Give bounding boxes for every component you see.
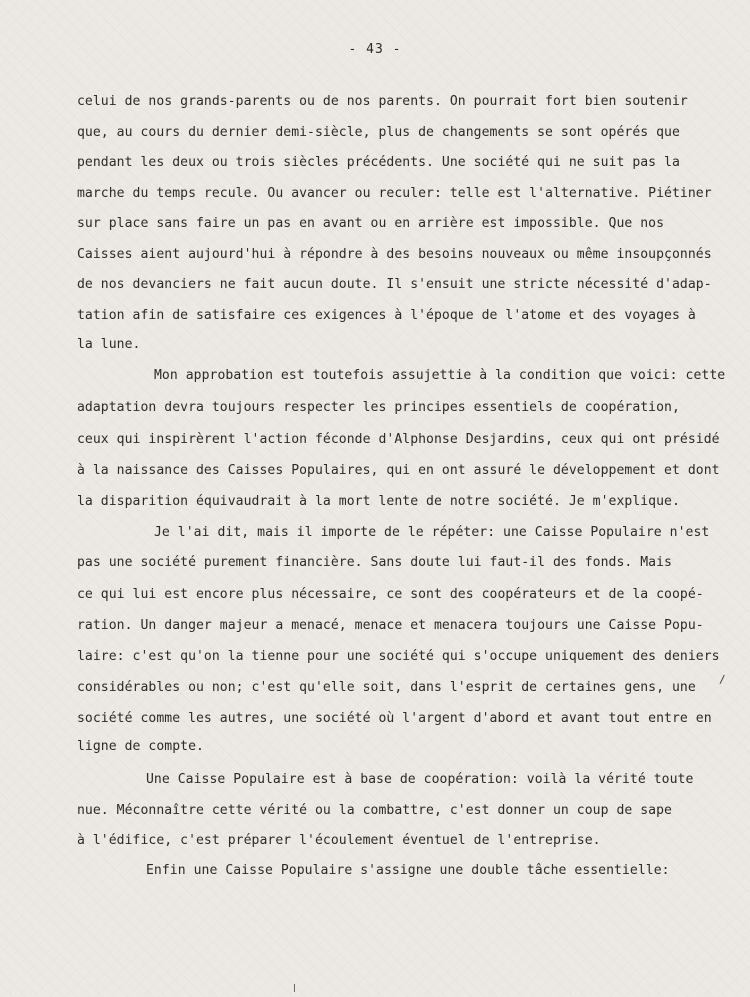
text-line: tation afin de satisfaire ces exigences à l'époque de l'atome et des voyages à [77, 308, 696, 323]
text-line: ration. Un danger majeur a menacé, menace et menacera toujours une Caisse Popu- [77, 618, 704, 633]
text-line: adaptation devra toujours respecter les principes essentiels de coopération, [77, 400, 680, 415]
text-line: considérables ou non; c'est qu'elle soit, dans l'esprit de certaines gens, une [77, 680, 696, 695]
text-line: ceux qui inspirèrent l'action féconde d'Alphonse Desjardins, ceux qui ont présidé [77, 432, 720, 447]
text-line: ligne de compte. [77, 739, 204, 754]
text-line: pendant les deux ou trois siècles précédents. Une société qui ne suit pas la [77, 155, 680, 170]
text-line: la lune. [77, 337, 141, 352]
margin-mark: / [719, 673, 726, 686]
text-line: la disparition équivaudrait à la mort lente de notre société. Je m'explique. [77, 494, 680, 509]
text-line: pas une société purement financière. Sans doute lui faut-il des fonds. Mais [77, 555, 672, 570]
text-line: Caisses aient aujourd'hui à répondre à des besoins nouveaux ou même insoupçonnés [77, 247, 712, 262]
text-line: à l'édifice, c'est préparer l'écoulement éventuel de l'entreprise. [77, 833, 601, 848]
text-line: marche du temps recule. Ou avancer ou reculer: telle est l'alternative. Piétiner [77, 186, 712, 201]
page-number: - 43 - [348, 42, 402, 57]
text-line: société comme les autres, une société où l'argent d'abord et avant tout entre en [77, 711, 712, 726]
text-line: laire: c'est qu'on la tienne pour une société qui s'occupe uniquement des deniers [77, 649, 720, 664]
text-line: nue. Méconnaître cette vérité ou la combattre, c'est donner un coup de sape [77, 803, 672, 818]
text-line: à la naissance des Caisses Populaires, qui en ont assuré le développement et dont [77, 463, 720, 478]
text-line: Enfin une Caisse Populaire s'assigne une double tâche essentielle: [146, 863, 670, 878]
text-line: de nos devanciers ne fait aucun doute. Il s'ensuit une stricte nécessité d'adap- [77, 277, 712, 292]
text-line: celui de nos grands-parents ou de nos parents. On pourrait fort bien soutenir [77, 94, 688, 109]
text-line: Une Caisse Populaire est à base de coopération: voilà la vérité toute [146, 772, 694, 787]
page-edge-mark [294, 984, 295, 992]
text-line: sur place sans faire un pas en avant ou en arrière est impossible. Que nos [77, 216, 665, 231]
text-line: que, au cours du dernier demi-siècle, plus de changements se sont opérés que [77, 125, 680, 140]
text-line: Je l'ai dit, mais il importe de le répéter: une Caisse Populaire n'est [154, 525, 710, 540]
text-line: Mon approbation est toutefois assujettie à la condition que voici: cette [154, 368, 726, 383]
text-line: ce qui lui est encore plus nécessaire, ce sont des coopérateurs et de la coopé- [77, 587, 704, 602]
